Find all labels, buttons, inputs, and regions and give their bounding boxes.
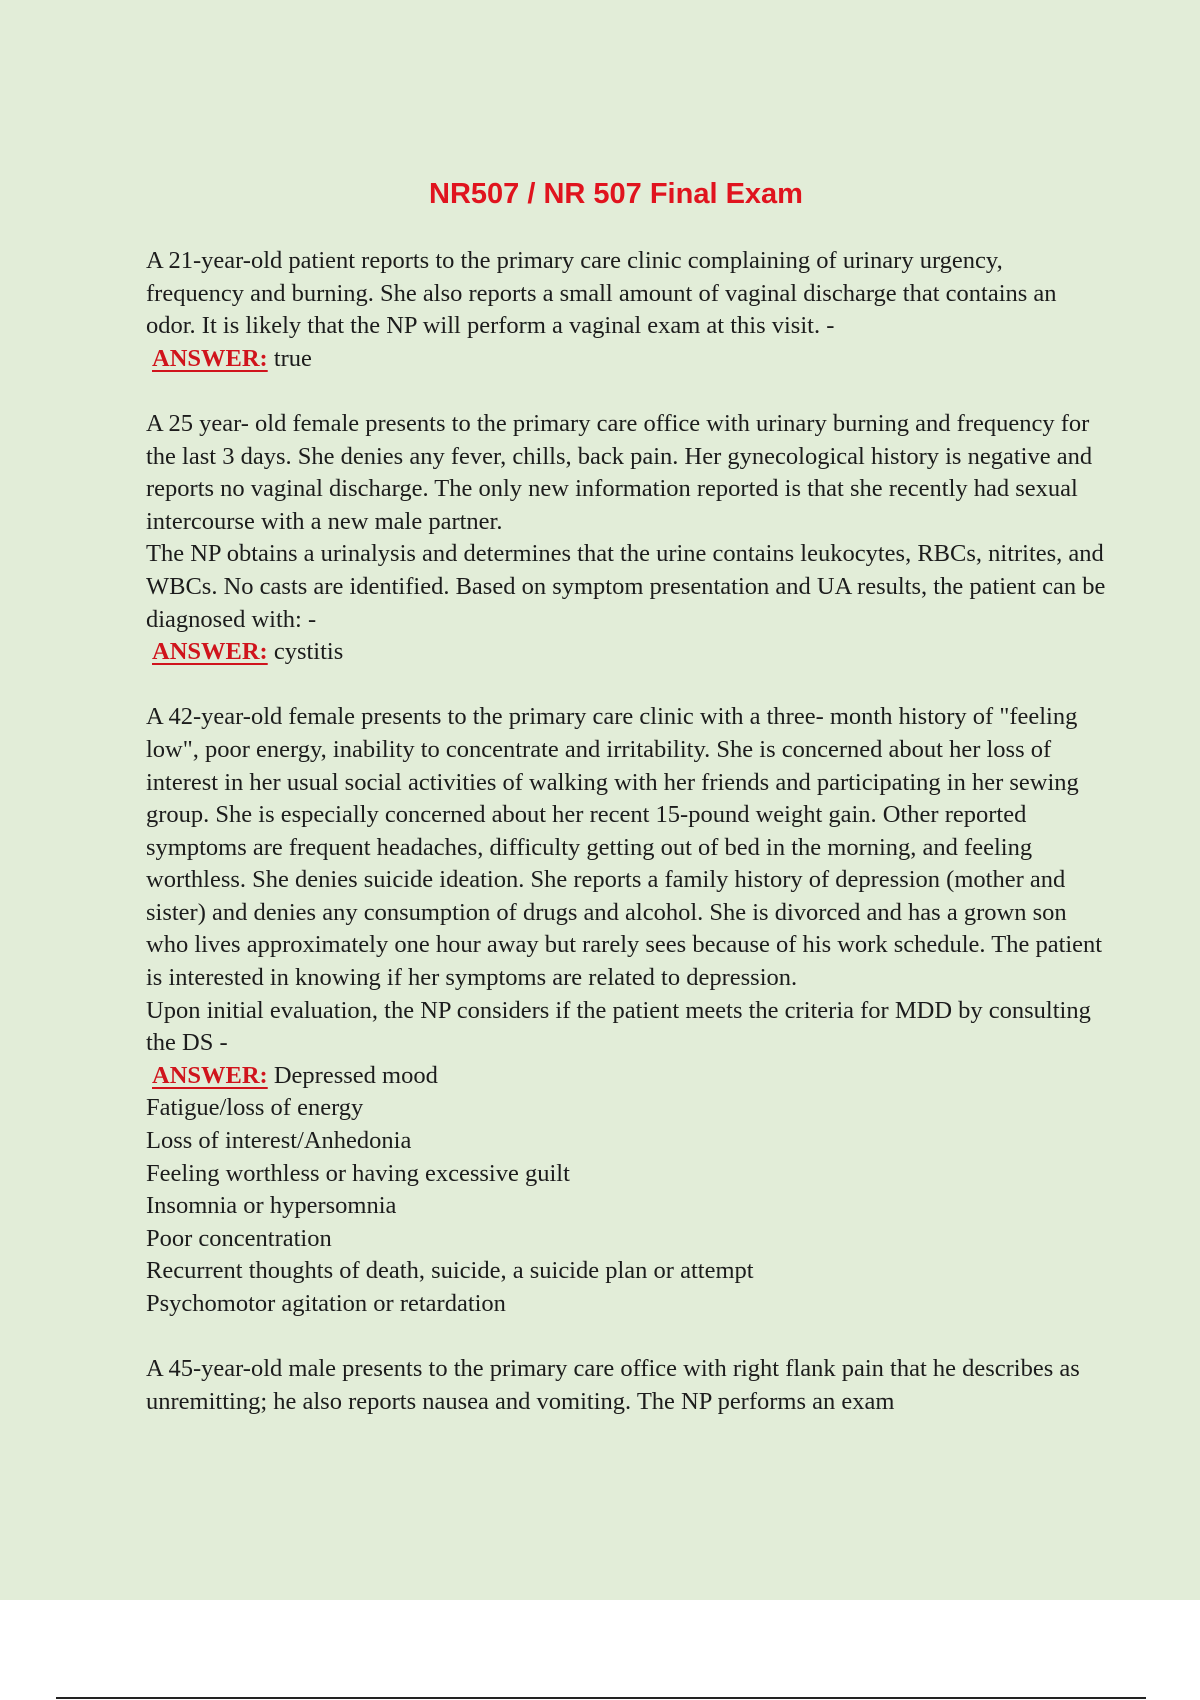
answer-list-item: Poor concentration [146,1224,332,1252]
page-title: NR507 / NR 507 Final Exam [429,178,803,210]
question-text: The NP obtains a urinalysis and determines that the urine contains leukocytes, RBCs, nitrites, and WBCs. No casts are identified. Based on symptom presentation and UA results, the patient can be diagnosed with: - [146,540,1106,633]
question-text: Upon initial evaluation, the NP considers if the patient meets the criteria for MDD by consulting the DS - [146,996,1091,1057]
answer-list-item: Psychomotor agitation or retardation [146,1290,506,1317]
question-text: A 21-year-old patient reports to the primary care clinic complaining of urinary urgency, frequency and burning. She also reports a small amount of vaginal discharge that contains an odor. It is likely that the NP will perform a vaginal exam at this visit. - [146,247,1057,340]
answer-list-item: Feeling worthless or having excessive guilt [146,1159,570,1187]
answer-list [146,1092,1106,1320]
answer-line [146,343,1106,376]
question-block-1 [146,245,1106,375]
question-text: A 45-year-old male presents to the primary care office with right flank pain that he describes as unremitting; he also reports nausea and vomiting. The NP performs an exam [146,1355,1080,1415]
answer-list-item: Insomnia or hypersomnia [146,1192,397,1220]
answer-list-item: Recurrent thoughts of death, suicide, a suicide plan or attempt [146,1257,754,1285]
question-block-2 [146,408,1106,669]
question-block-3 [146,701,1106,1320]
answer-label: ANSWER: [152,344,268,372]
answer-line [146,1060,1106,1093]
footer-divider [56,1697,1146,1699]
answer-label: ANSWER: [152,638,268,666]
answer-text: true [273,344,312,372]
question-text: A 25 year- old female presents to the primary care office with urinary burning and frequency for the last 3 days. She denies any fever, chills, back pain. Her gynecological history is negative and reports no vaginal discharge. The only new information reported is that she recently had sexual intercourse with a new male partner. [146,409,1093,535]
answer-list-item: Fatigue/loss of energy [146,1094,364,1122]
answer-label: ANSWER: [152,1061,268,1089]
answer-text: cystitis [273,638,344,666]
answer-text: Depressed mood [273,1061,438,1089]
document-body [146,245,1106,1451]
answer-list-item: Loss of interest/Anhedonia [146,1127,412,1155]
answer-line [146,636,1106,669]
question-block-4 [146,1353,1106,1418]
question-text: A 42-year-old female presents to the primary care clinic with a three- month history of "feeling low", poor energy, inability to concentrate and irritability. She is concerned about her loss of interest in her usual social activities of walking with her friends and participating in her sewing group. She is especially concerned about her recent 15-pound weight gain. Other reported symptoms are frequent headaches, difficulty getting out of bed in the morning, and feeling worthless. She denies suicide ideation. She reports a family history of depression (mother and sister) and denies any consumption of drugs and alcohol. She is divorced and has a grown son who lives approximately one hour away but rarely sees because of his work schedule. The patient is interested in knowing if her symptoms are related to depression. [146,703,1103,992]
